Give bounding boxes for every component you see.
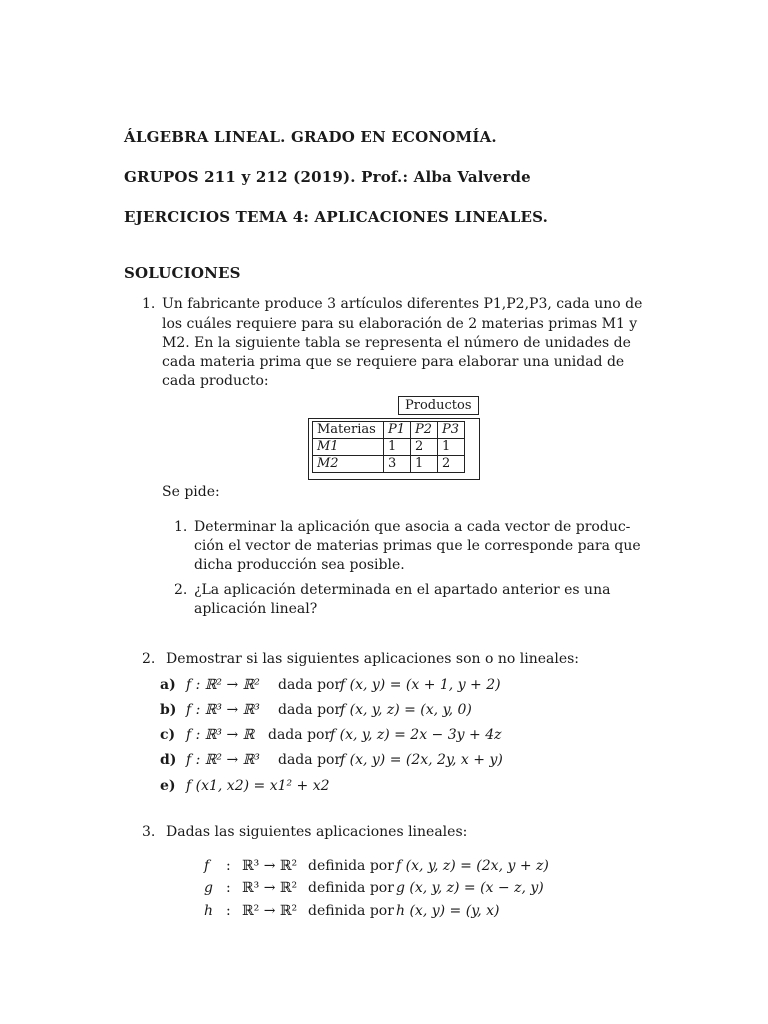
ex1-line: cada producto:: [162, 373, 269, 389]
ex2-item-formula: f (x1, x2) = x1² + x2: [186, 778, 330, 794]
table-cell: 1: [438, 439, 465, 456]
ex3-intro: Dadas las siguientes aplicaciones lineales:: [166, 824, 468, 840]
ex1-line: cada materia prima que se requiere para elaborar una unidad de: [162, 354, 625, 370]
ex2-item-formula: f (x, y, z) = (x, y, 0): [340, 702, 472, 718]
ex2-item-label: e): [160, 778, 176, 794]
ex2-item-label: c): [160, 727, 176, 743]
ex3-map-defined: definida por: [308, 880, 394, 896]
sub-line: dicha producción sea posible.: [194, 557, 405, 573]
ex3-map-name: f: [204, 858, 210, 874]
ex3-map-defined: definida por: [308, 903, 394, 919]
sub-line: Determinar la aplicación que asocia a cada vector de produc-: [194, 519, 631, 535]
ex3-map-formula: f (x, y, z) = (2x, y + z): [396, 858, 549, 874]
ex3-map-sep: :: [226, 880, 231, 896]
ex2-item-given: dada por: [268, 727, 332, 743]
ex3-map-domain: ℝ² → ℝ²: [242, 903, 298, 919]
ex2-item-given: dada por: [278, 702, 342, 718]
table-cell: 1: [384, 439, 411, 456]
ex2-item-given: dada por: [278, 677, 342, 693]
title-line: ÁLGEBRA LINEAL. GRADO EN ECONOMÍA.: [124, 128, 497, 146]
ex1-number: 1.: [142, 296, 156, 312]
table-row-label: M2: [313, 456, 384, 473]
table-header-row: [313, 422, 465, 439]
ex2-item-map: f : ℝ² → ℝ²: [186, 677, 260, 693]
table-corner: Materias: [313, 422, 384, 439]
ex3-map-formula: g (x, y, z) = (x − z, y): [396, 880, 544, 896]
solutions-heading: SOLUCIONES: [124, 264, 241, 282]
sub-line: ción el vector de materias primas que le corresponde para que: [194, 538, 641, 554]
groups-line: GRUPOS 211 y 212 (2019). Prof.: Alba Valverde: [124, 168, 531, 186]
se-pide: Se pide:: [162, 484, 220, 500]
table-cell: 2: [438, 456, 465, 473]
ex2-item-formula: f (x, y) = (2x, 2y, x + y): [340, 752, 503, 768]
ex2-item-map: f : ℝ³ → ℝ³: [186, 702, 260, 718]
table-col-header: P2: [411, 422, 438, 439]
ex2-item-given: dada por: [278, 752, 342, 768]
table-cell: 3: [384, 456, 411, 473]
sub-number: 1.: [174, 519, 188, 535]
ex2-number: 2.: [142, 651, 156, 667]
table-cell: 1: [411, 456, 438, 473]
sub-line: aplicación lineal?: [194, 601, 318, 617]
topic-line: EJERCICIOS TEMA 4: APLICACIONES LINEALES.: [124, 208, 549, 226]
ex3-map-sep: :: [226, 903, 231, 919]
ex3-map-domain: ℝ³ → ℝ²: [242, 858, 298, 874]
ex2-item-label: b): [160, 702, 177, 718]
ex2-item-label: d): [160, 752, 177, 768]
ex3-map-sep: :: [226, 858, 231, 874]
sub-number: 2.: [174, 582, 188, 598]
ex2-item-formula: f (x, y) = (x + 1, y + 2): [340, 677, 501, 693]
table-row: [313, 456, 465, 473]
ex3-map-name: h: [204, 903, 214, 919]
productos-header: Productos: [398, 396, 479, 415]
ex3-map-name: g: [204, 880, 213, 896]
table-cell: 2: [411, 439, 438, 456]
ex1-line: Un fabricante produce 3 artículos diferentes P1,P2,P3, cada uno de: [162, 296, 643, 312]
table-row-label: M1: [313, 439, 384, 456]
ex3-map-formula: h (x, y) = (y, x): [396, 903, 500, 919]
ex3-map-domain: ℝ³ → ℝ²: [242, 880, 298, 896]
materials-table: [312, 421, 465, 473]
ex3-number: 3.: [142, 824, 156, 840]
ex2-item-label: a): [160, 677, 176, 693]
ex2-item-map: f : ℝ² → ℝ³: [186, 752, 260, 768]
materials-table-wrap: [312, 421, 465, 473]
table-row: [313, 439, 465, 456]
ex1-line: M2. En la siguiente tabla se representa el número de unidades de: [162, 335, 631, 351]
table-col-header: P3: [438, 422, 465, 439]
ex2-item-map: f : ℝ³ → ℝ: [186, 727, 255, 743]
ex1-line: los cuáles requiere para su elaboración de 2 materias primas M1 y: [162, 316, 638, 332]
ex3-map-defined: definida por: [308, 858, 394, 874]
table-col-header: P1: [384, 422, 411, 439]
sub-line: ¿La aplicación determinada en el apartado anterior es una: [194, 582, 611, 598]
ex2-item-formula: f (x, y, z) = 2x − 3y + 4z: [330, 727, 502, 743]
ex2-intro: Demostrar si las siguientes aplicaciones son o no lineales:: [166, 651, 579, 667]
